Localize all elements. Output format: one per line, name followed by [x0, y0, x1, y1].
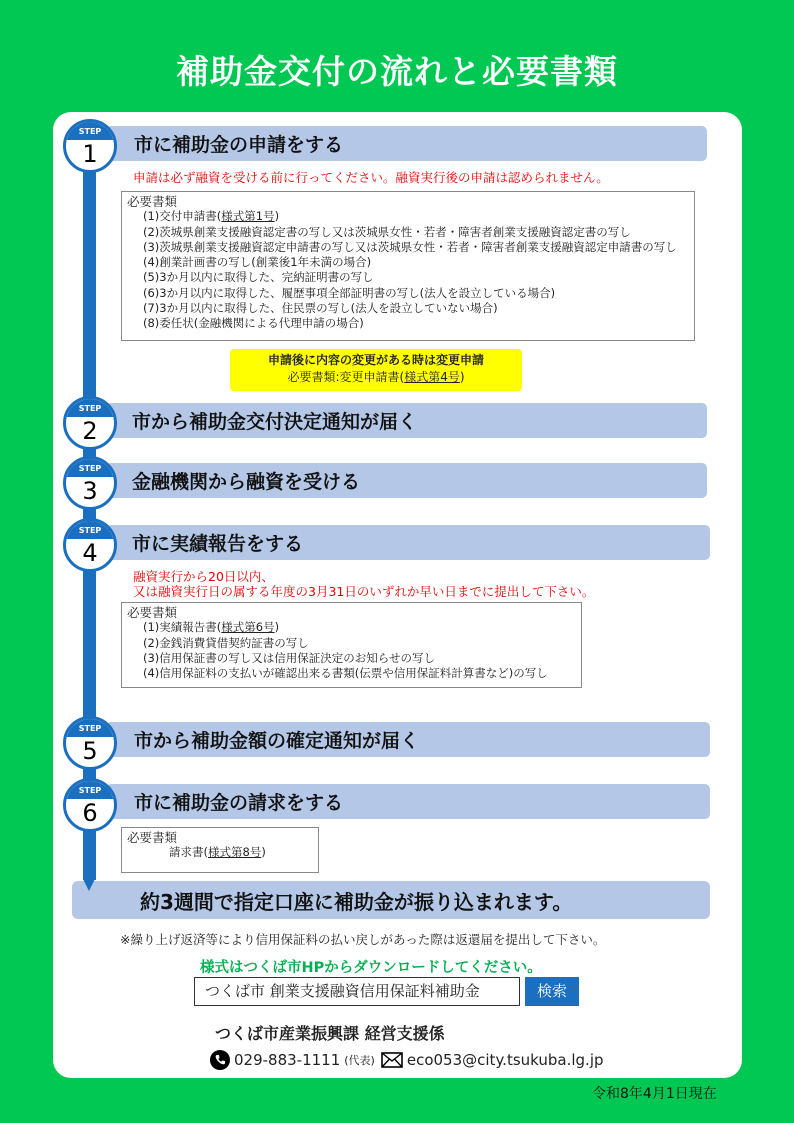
step-6-title: 市に補助金の請求をする: [134, 792, 344, 814]
doc-item: (3)茨城県創業支援融資認定申請書の写し又は茨城県女性・若者・障害者創業支援融資認定申請書の写し: [143, 239, 677, 254]
form-link[interactable]: 様式第8号: [208, 845, 262, 860]
phone-note: (代表): [344, 1054, 375, 1067]
step-5-title: 市から補助金額の確定通知が届く: [134, 730, 420, 752]
doc-item: (5)3か月以内に取得した、完納証明書の写し: [143, 270, 374, 285]
step-number: 6: [82, 799, 98, 827]
as-of-date: 令和8年4月1日現在: [592, 1086, 717, 1102]
docs-header: 必要書類: [127, 830, 178, 845]
step-1-required-docs: [121, 191, 695, 341]
timeline-arrow-icon: [83, 879, 95, 891]
phone-icon: [210, 1050, 230, 1070]
change-notice: [230, 349, 522, 391]
step-4-badge: [63, 518, 117, 572]
step-1-bar: [106, 126, 707, 161]
step-3-title: 金融機関から融資を受ける: [132, 471, 361, 493]
final-result-text: 約3週間で指定口座に補助金が振り込まれます。: [140, 890, 573, 914]
doc-item: (8)委任状(金融機関による代理申請の場合): [143, 316, 364, 331]
docs-header: 必要書類: [127, 194, 178, 209]
step-label: STEP: [66, 399, 114, 417]
search-button[interactable]: 検索: [525, 977, 579, 1006]
change-notice-docs: 必要書類:変更申請書(様式第4号): [287, 370, 465, 384]
step-4-warning-line1: 融資実行から20日以内、: [133, 569, 274, 584]
phone-number[interactable]: 029-883-1111: [234, 1051, 341, 1069]
form-link[interactable]: 様式第4号: [404, 370, 460, 384]
step-label: STEP: [66, 719, 114, 737]
form-link[interactable]: 様式第1号: [221, 209, 275, 224]
step-number: 5: [82, 737, 98, 765]
search-input[interactable]: つくば市 創業支援融資信用保証料補助金: [194, 977, 520, 1006]
step-label: STEP: [66, 122, 114, 140]
step-label: STEP: [66, 459, 114, 477]
mail-icon: [381, 1052, 403, 1068]
doc-item: (2)茨城県創業支援融資認定書の写し又は茨城県女性・若者・障害者創業支援融資認定書の写し: [143, 224, 631, 239]
change-notice-title: 申請後に内容の変更がある時は変更申請: [267, 353, 484, 367]
docs-header: 必要書類: [127, 605, 178, 620]
step-number: 4: [82, 539, 98, 567]
step-6-badge: [63, 778, 117, 832]
step-3-bar: [106, 463, 707, 498]
step-number: 1: [82, 140, 98, 168]
timeline-line: [83, 150, 96, 880]
contact-info: [210, 1050, 604, 1070]
step-2-badge: [63, 396, 117, 450]
step-2-title: 市から補助金交付決定通知が届く: [132, 411, 418, 433]
final-result-bar: [72, 881, 710, 919]
step-4-warning-line2: 又は融資実行日の属する年度の3月31日のいずれか早い日までに提出して下さい。: [133, 584, 595, 599]
doc-item: (1)実績報告書(様式第6号): [143, 620, 280, 635]
doc-item: (7)3か月以内に取得した、住民票の写し(法人を設立していない場合): [143, 301, 498, 316]
step-5-bar: [106, 722, 710, 757]
step-4-title: 市に実績報告をする: [132, 533, 304, 555]
doc-item: (4)創業計画書の写し(創業後1年未満の場合): [143, 255, 372, 270]
step-5-badge: [63, 716, 117, 770]
email-address[interactable]: eco053@city.tsukuba.lg.jp: [406, 1051, 604, 1069]
form-link[interactable]: 様式第6号: [221, 620, 275, 635]
doc-item: 請求書(様式第8号): [169, 845, 266, 860]
step-1-title: 市に補助金の申請をする: [134, 134, 344, 156]
step-number: 3: [82, 477, 98, 505]
step-1-badge: [63, 119, 117, 173]
download-instruction: 様式はつくば市HPからダウンロードしてください。: [200, 960, 542, 976]
doc-item: (3)信用保証書の写し又は信用保証決定のお知らせの写し: [143, 650, 435, 665]
step-2-bar: [106, 403, 707, 438]
step-6-bar: [106, 784, 710, 819]
step-label: STEP: [66, 521, 114, 539]
step-1-warning: 申請は必ず融資を受ける前に行ってください。融資実行後の申請は認められません。: [133, 170, 609, 185]
step-label: STEP: [66, 781, 114, 799]
step-4-required-docs: [121, 602, 582, 688]
doc-item: (4)信用保証料の支払いが確認出来る書類(伝票や信用保証料計算書など)の写し: [143, 666, 548, 681]
contact-organization: つくば市産業振興課 経営支援係: [215, 1024, 445, 1043]
page-title: 補助金交付の流れと必要書類: [176, 52, 618, 91]
step-4-bar: [106, 525, 710, 560]
step-number: 2: [82, 417, 98, 445]
step-3-badge: [63, 456, 117, 510]
doc-item: (6)3か月以内に取得した、履歴事項全部証明書の写し(法人を設立している場合): [143, 285, 556, 300]
doc-item: (1)交付申請書(様式第1号): [143, 209, 280, 224]
step-6-required-docs: [121, 827, 319, 873]
refund-note: ※繰り上げ返済等により信用保証料の払い戻しがあった際は返還届を提出して下さい。: [120, 932, 606, 947]
doc-item: (2)金銭消費貸借契約証書の写し: [143, 635, 309, 650]
